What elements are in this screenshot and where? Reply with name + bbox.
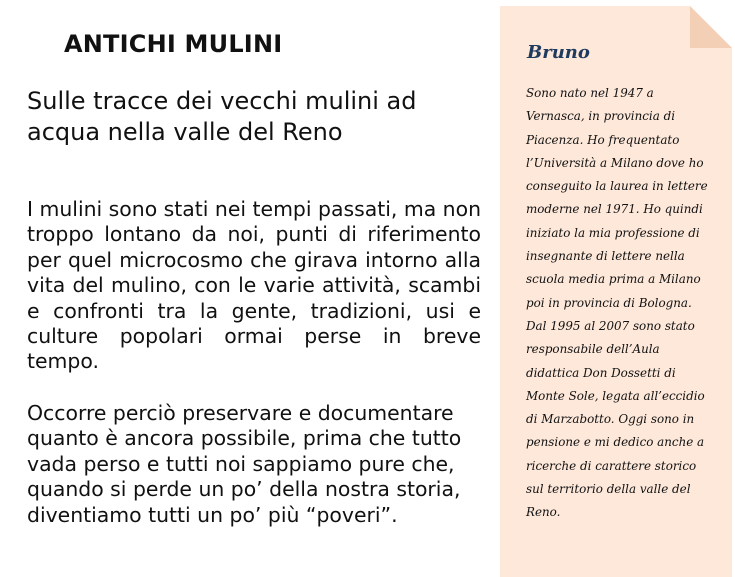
body-paragraph-2: Occorre perciò preservare e documentare quanto è ancora possibile, prima che tutto vada perso e tutti noi sappiamo pure che, quando si perde un po’ della nostra storia, diventiamo tutti un po’ più “poveri”. [27,401,462,527]
body-paragraph-1: I mulini sono stati nei tempi passati, ma non troppo lontano da noi, punti di riferimento per quel microcosmo che girava intorno alla vita del mulino, con le varie attività, scambi e confronti tra la gente, tradizioni, usi e culture popolari ormai perse in breve tempo. [27,197,481,374]
author-name: Bruno [527,42,590,63]
author-sidebar [500,6,732,577]
page-subtitle: Sulle tracce dei vecchi mulini ad acqua nella valle del Reno [27,87,417,146]
author-bio: Sono nato nel 1947 a Vernasca, in provincia di Piacenza. Ho frequentato l’Università a Milano dove ho conseguito la laurea in lettere moderne nel 1971. Ho quindi iniziato la mia professione di insegnante di lettere nella scuola media prima a Milano poi in provincia di Bologna. Dal 1995 al 2007 sono stato responsabile dell’Aula didattica Don Dossetti di Monte Sole, legata all’eccidio di Marzabotto. Oggi sono in pensione e mi dedico anche a ricerche di carattere storico sul territorio della valle del Reno. [526,86,708,520]
page-title: ANTICHI MULINI [64,30,283,58]
